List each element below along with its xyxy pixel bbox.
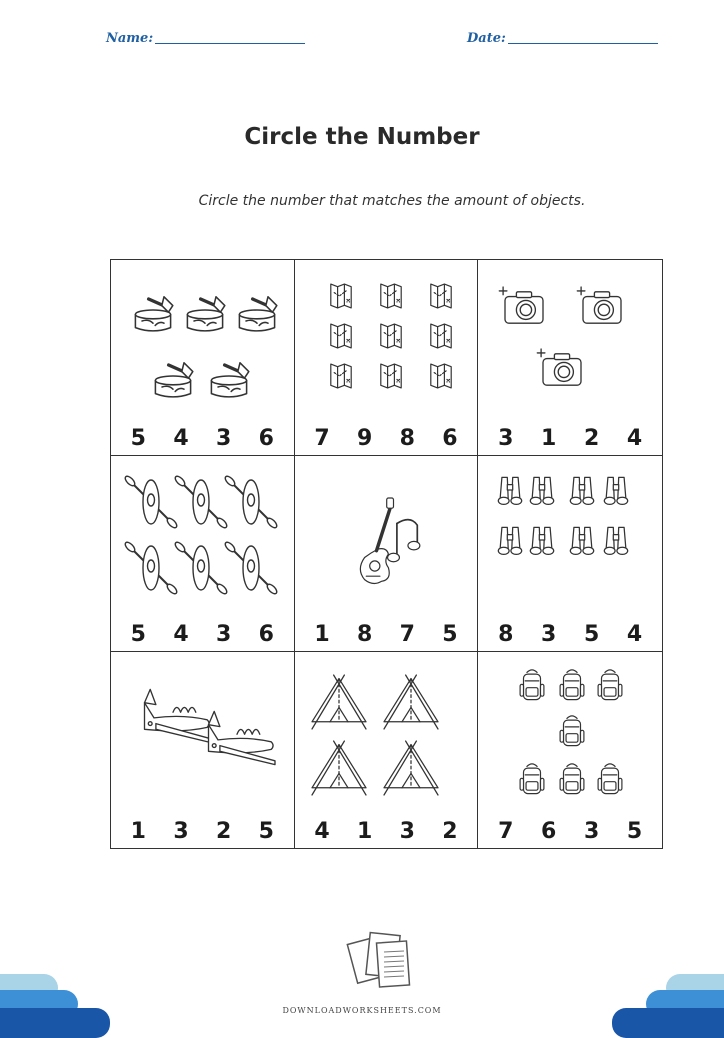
number-option[interactable]: 5 xyxy=(258,819,274,844)
map-icon xyxy=(430,364,450,388)
date-field[interactable] xyxy=(467,31,658,46)
number-option[interactable]: 4 xyxy=(626,622,643,647)
object-group xyxy=(299,460,475,610)
exercise-cell xyxy=(111,652,295,848)
map-icon xyxy=(380,324,400,348)
number-option[interactable]: 9 xyxy=(356,426,373,451)
kayak-icon xyxy=(174,541,229,596)
map-icon xyxy=(430,324,450,348)
number-options xyxy=(111,819,294,844)
number-option[interactable]: 2 xyxy=(442,819,458,844)
number-option[interactable]: 6 xyxy=(258,426,274,451)
number-option[interactable]: 5 xyxy=(130,622,146,647)
footer-site-text: DOWNLOADWORKSHEETS.COM xyxy=(282,1006,442,1015)
exercise-cell xyxy=(478,652,662,848)
number-option[interactable]: 5 xyxy=(442,622,458,647)
camera-icon xyxy=(538,349,582,385)
tent-icon xyxy=(384,675,438,729)
number-options xyxy=(111,622,294,647)
object-group xyxy=(482,656,658,806)
axe-in-log-icon xyxy=(239,297,276,331)
binoculars-icon xyxy=(531,527,554,554)
number-option[interactable]: 6 xyxy=(258,622,274,647)
number-option[interactable]: 4 xyxy=(314,819,330,844)
object-group xyxy=(115,656,291,806)
exercise-cell xyxy=(295,456,479,652)
backpack-icon xyxy=(598,670,622,700)
number-options xyxy=(295,426,478,451)
kayak-icon xyxy=(224,475,279,530)
name-field[interactable] xyxy=(106,31,305,46)
camera-icon xyxy=(500,287,544,323)
number-option[interactable]: 3 xyxy=(399,819,415,844)
object-group xyxy=(299,264,475,414)
binoculars-icon xyxy=(499,527,522,554)
binoculars-icon xyxy=(605,477,628,504)
kayak-icon xyxy=(124,475,179,530)
number-option[interactable]: 1 xyxy=(130,819,146,844)
number-option[interactable]: 5 xyxy=(583,622,600,647)
object-group xyxy=(299,656,475,806)
number-option[interactable]: 3 xyxy=(173,819,189,844)
exercise-grid xyxy=(110,259,663,849)
binoculars-icon xyxy=(571,477,594,504)
wave-left-dark xyxy=(0,1008,110,1038)
instruction-text: Circle the number that matches the amount of objects. xyxy=(198,193,586,209)
object-group xyxy=(482,460,658,610)
binoculars-icon xyxy=(605,527,628,554)
pocket-knife-icon xyxy=(145,689,212,742)
number-option[interactable]: 4 xyxy=(626,426,643,451)
backpack-icon xyxy=(560,764,584,794)
number-option[interactable]: 7 xyxy=(498,819,514,844)
number-option[interactable]: 3 xyxy=(583,819,600,844)
number-options xyxy=(478,426,662,451)
number-option[interactable]: 1 xyxy=(541,426,557,451)
number-option[interactable]: 7 xyxy=(314,426,330,451)
map-icon xyxy=(380,284,400,308)
kayak-icon xyxy=(124,541,179,596)
number-option[interactable]: 7 xyxy=(399,622,415,647)
number-option[interactable]: 4 xyxy=(173,622,189,647)
map-icon xyxy=(330,364,350,388)
backpack-icon xyxy=(520,670,544,700)
wave-right-dark xyxy=(612,1008,724,1038)
number-option[interactable]: 1 xyxy=(356,819,373,844)
exercise-cell xyxy=(295,652,479,848)
number-option[interactable]: 3 xyxy=(498,426,514,451)
number-option[interactable]: 8 xyxy=(356,622,373,647)
exercise-cell xyxy=(478,456,662,652)
name-label: Name: xyxy=(106,31,154,46)
date-line[interactable] xyxy=(508,31,658,44)
guitar-music-icon xyxy=(360,498,420,583)
number-options xyxy=(295,622,478,647)
number-option[interactable]: 2 xyxy=(215,819,232,844)
axe-in-log-icon xyxy=(135,297,172,331)
axe-in-log-icon xyxy=(211,363,248,397)
axe-in-log-icon xyxy=(155,363,192,397)
number-option[interactable]: 5 xyxy=(626,819,643,844)
object-group xyxy=(115,460,291,610)
number-option[interactable]: 5 xyxy=(130,426,146,451)
date-label: Date: xyxy=(467,31,506,46)
backpack-icon xyxy=(560,716,584,746)
number-option[interactable]: 6 xyxy=(541,819,557,844)
number-options xyxy=(295,819,478,844)
backpack-icon xyxy=(560,670,584,700)
page-title: Circle the Number xyxy=(244,124,480,150)
number-options xyxy=(478,622,662,647)
backpack-icon xyxy=(520,764,544,794)
number-option[interactable]: 6 xyxy=(442,426,458,451)
map-icon xyxy=(330,284,350,308)
camera-icon xyxy=(578,287,622,323)
backpack-icon xyxy=(598,764,622,794)
binoculars-icon xyxy=(571,527,594,554)
tent-icon xyxy=(384,741,438,795)
tent-icon xyxy=(312,675,366,729)
number-option[interactable]: 8 xyxy=(498,622,514,647)
exercise-cell xyxy=(295,260,479,456)
object-group xyxy=(482,264,658,414)
number-options xyxy=(478,819,662,844)
map-icon xyxy=(430,284,450,308)
number-option[interactable]: 3 xyxy=(541,622,557,647)
number-option[interactable]: 3 xyxy=(215,622,232,647)
name-line[interactable] xyxy=(155,31,305,44)
worksheet-stack-logo-icon xyxy=(342,922,422,1002)
number-option[interactable]: 1 xyxy=(314,622,330,647)
object-group xyxy=(115,264,291,414)
axe-in-log-icon xyxy=(187,297,224,331)
kayak-icon xyxy=(174,475,229,530)
exercise-cell xyxy=(111,456,295,652)
pocket-knife-icon xyxy=(209,711,276,764)
exercise-cell xyxy=(111,260,295,456)
kayak-icon xyxy=(224,541,279,596)
tent-icon xyxy=(312,741,366,795)
number-options xyxy=(111,426,294,451)
number-option[interactable]: 4 xyxy=(173,426,189,451)
number-option[interactable]: 8 xyxy=(399,426,415,451)
number-option[interactable]: 3 xyxy=(215,426,232,451)
binoculars-icon xyxy=(499,477,522,504)
map-icon xyxy=(330,324,350,348)
number-option[interactable]: 2 xyxy=(583,426,600,451)
exercise-cell xyxy=(478,260,662,456)
map-icon xyxy=(380,364,400,388)
binoculars-icon xyxy=(531,477,554,504)
